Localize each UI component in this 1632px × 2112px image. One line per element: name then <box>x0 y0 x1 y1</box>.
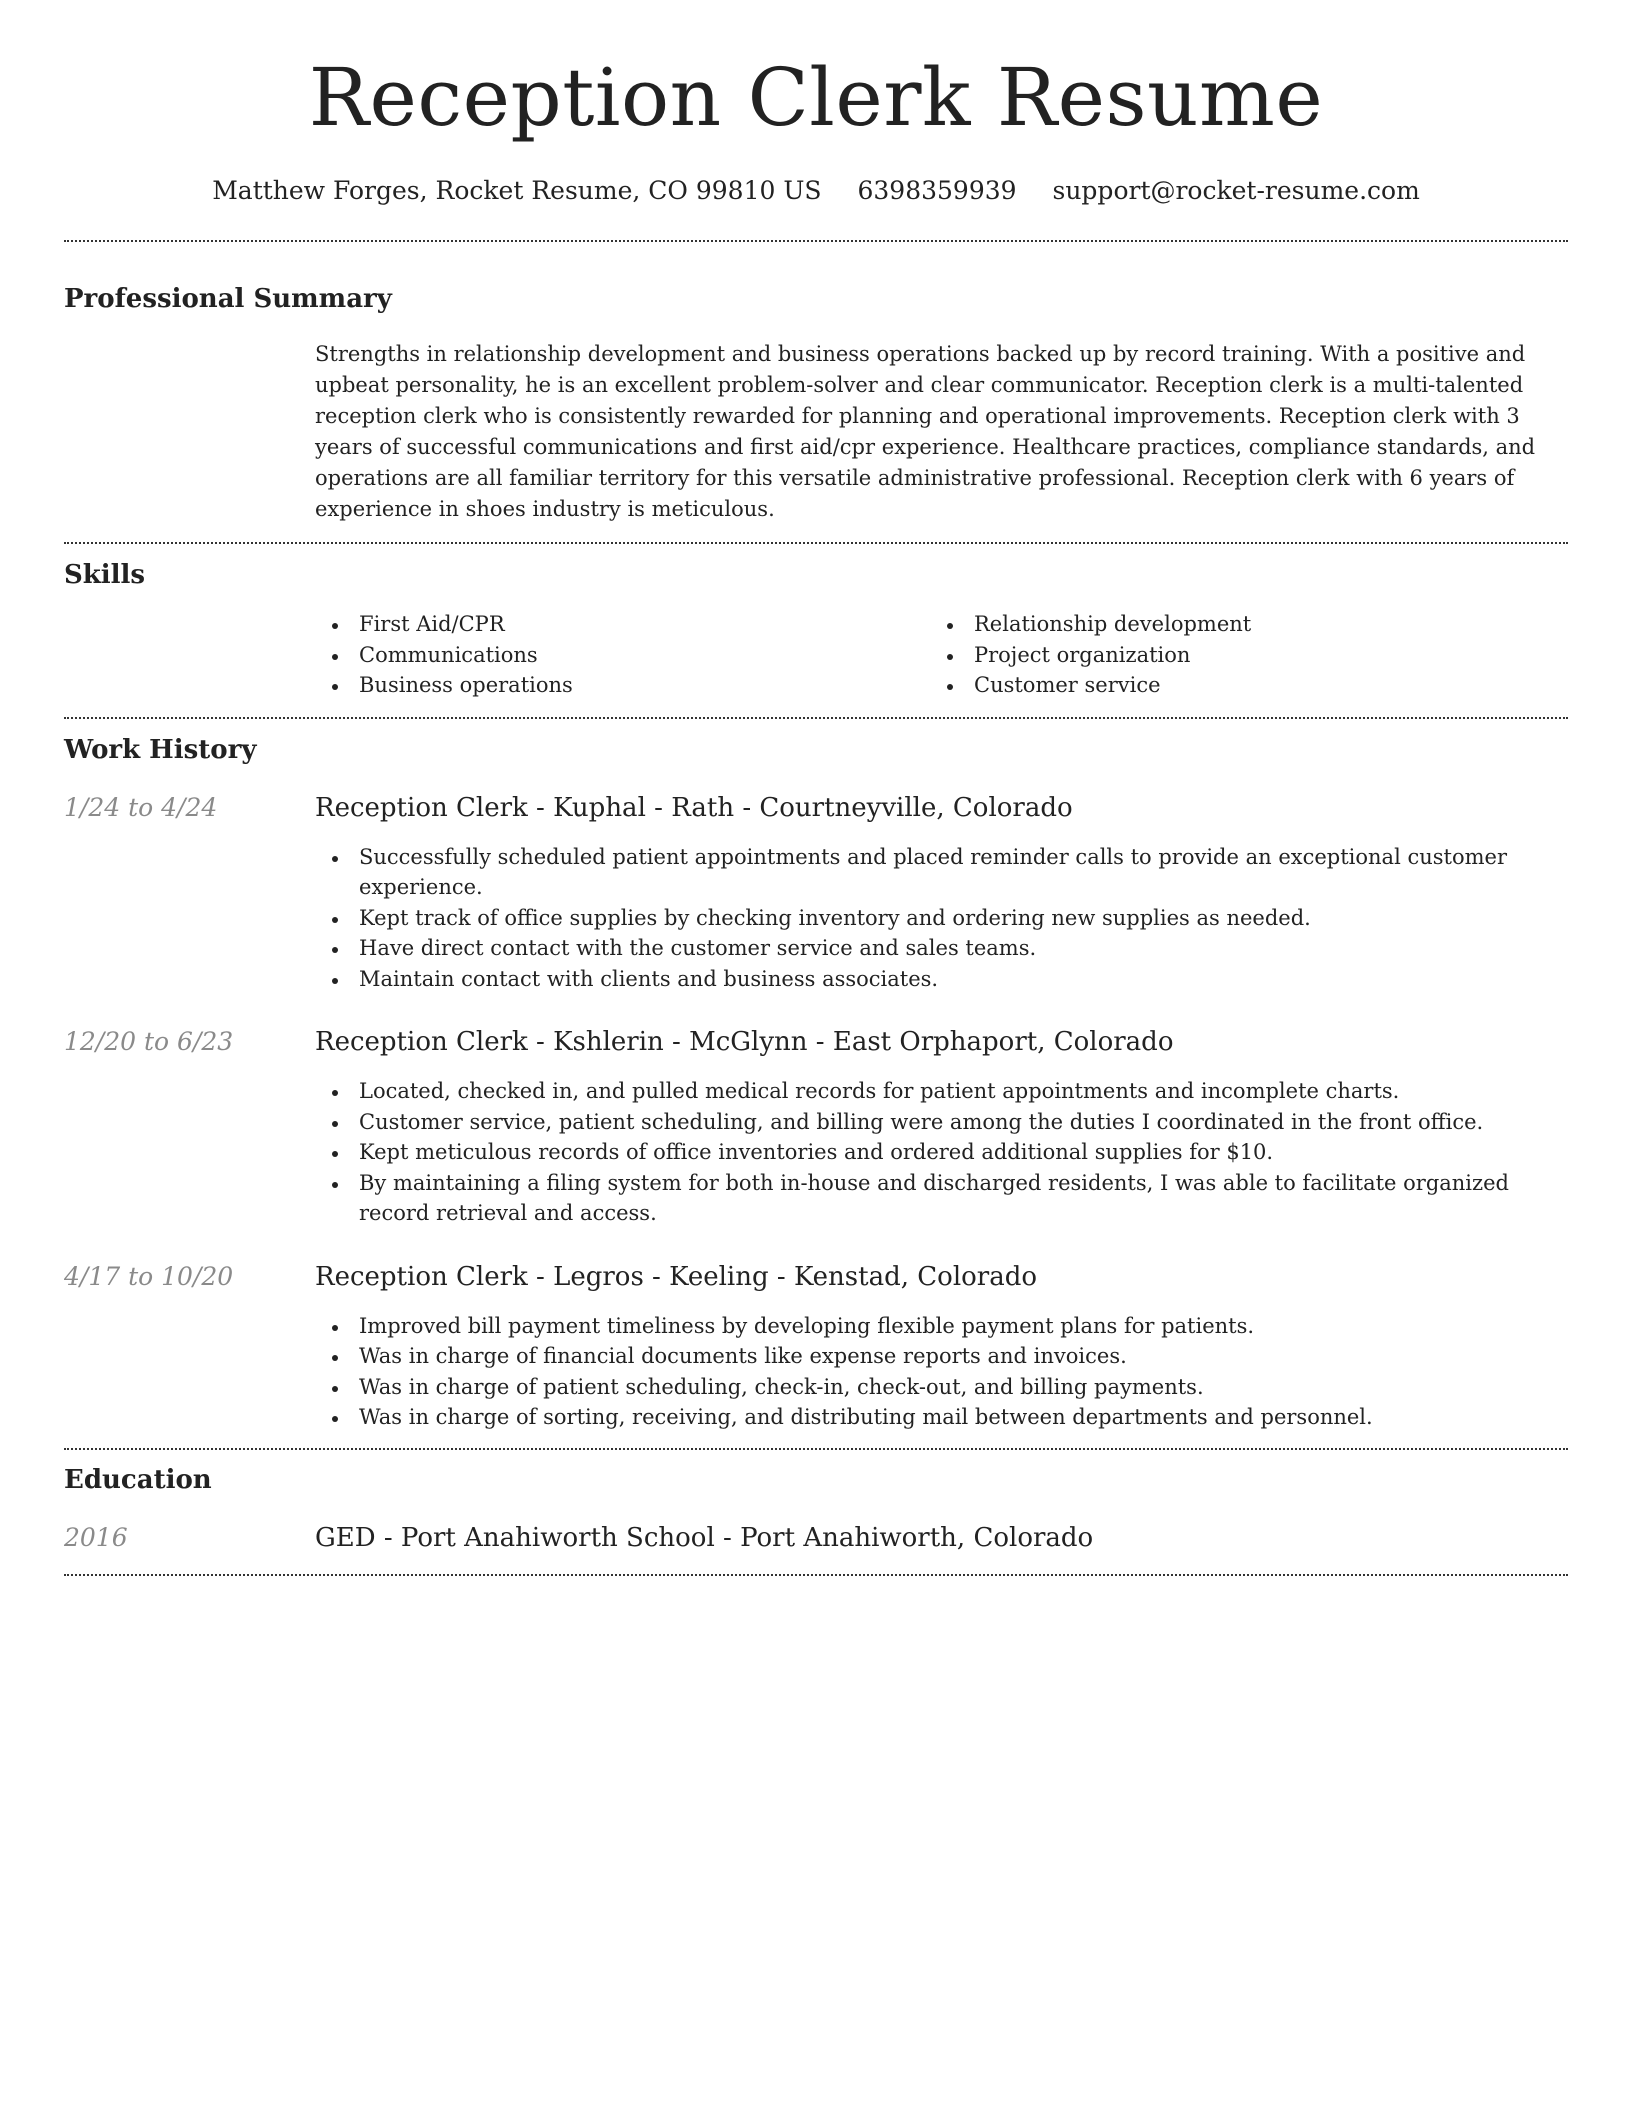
contact-address: Matthew Forges, Rocket Resume, CO 99810 US <box>212 176 822 205</box>
section-heading-education: Education <box>64 1464 212 1495</box>
job-bullet: Kept meticulous records of office inventories and ordered additional supplies for $10. <box>315 1137 1568 1168</box>
job-bullet: Was in charge of financial documents like expense reports and invoices. <box>315 1341 1568 1372</box>
skill-item: Relationship development <box>930 609 1545 640</box>
contact-phone: 6398359939 <box>857 176 1017 205</box>
job-bullet: Have direct contact with the customer service and sales teams. <box>315 933 1568 964</box>
education-title: GED - Port Anahiworth School - Port Anahiworth, Colorado <box>315 1522 1094 1553</box>
job-entry <box>64 1029 1568 1055</box>
education-year: 2016 <box>64 1522 128 1552</box>
section-heading-summary: Professional Summary <box>64 284 392 314</box>
job-dates: 4/17 to 10/20 <box>64 1261 234 1291</box>
skills-grid <box>315 609 1568 701</box>
education-section <box>64 1464 1568 1553</box>
summary-row <box>64 339 1568 525</box>
job-bullets <box>315 1076 1568 1229</box>
skill-item: Customer service <box>930 670 1545 701</box>
contact-email: support@rocket-resume.com <box>1052 176 1420 205</box>
contact-line <box>64 178 1568 203</box>
skills-row <box>64 609 1568 701</box>
education-entry <box>64 1522 1568 1553</box>
job-spacer <box>64 842 315 995</box>
job-bullet: Kept track of office supplies by checking inventory and ordering new supplies as needed. <box>315 903 1568 934</box>
job-bullets-row <box>64 842 1568 995</box>
skills-column-2 <box>930 609 1545 701</box>
skill-item: Communications <box>315 640 930 671</box>
skills-section <box>64 562 1568 701</box>
job-bullet: Was in charge of sorting, receiving, and distributing mail between departments and personnel. <box>315 1402 1568 1433</box>
job-title: Reception Clerk - Legros - Keeling - Kenstad, Colorado <box>315 1261 1038 1292</box>
job-bullets-row <box>64 1076 1568 1229</box>
summary-spacer <box>64 339 315 525</box>
job-dates: 12/20 to 6/23 <box>64 1027 234 1056</box>
work-section <box>64 734 1568 1433</box>
job-title: Reception Clerk - Kshlerin - McGlynn - East Orphaport, Colorado <box>315 1027 1174 1057</box>
summary-text: Strengths in relationship development and business operations backed up by record training. With a positive and upbeat personality, he is an excellent problem-solver and clear communicator. Reception clerk is a multi-talented reception clerk who is consistently rewarded for planning and operational improvements. Reception clerk with 3 years of successful communications and first aid/cpr experience. Healthcare practices, compliance standards, and operations are all familiar territory for this versatile administrative professional. Reception clerk with 6 years of experience in shoes industry is meticulous. <box>315 342 1536 521</box>
skill-item: First Aid/CPR <box>315 609 930 640</box>
job-bullet: Successfully scheduled patient appointments and placed reminder calls to provide an exceptional customer experience. <box>315 842 1568 903</box>
job-title: Reception Clerk - Kuphal - Rath - Courtneyville, Colorado <box>315 792 1073 823</box>
summary-section <box>64 286 1568 525</box>
job-bullets <box>315 1311 1568 1433</box>
divider <box>64 717 1568 719</box>
job-bullet: Maintain contact with clients and business associates. <box>315 964 1568 995</box>
job-bullet: Located, checked in, and pulled medical records for patient appointments and incomplete charts. <box>315 1076 1568 1107</box>
job-bullet: Improved bill payment timeliness by developing flexible payment plans for patients. <box>315 1311 1568 1342</box>
job-bullet: Customer service, patient scheduling, and billing were among the duties I coordinated in the front office. <box>315 1107 1568 1138</box>
job-bullet: Was in charge of patient scheduling, check-in, check-out, and billing payments. <box>315 1372 1568 1403</box>
job-spacer <box>64 1311 315 1433</box>
job-entry <box>64 1261 1568 1292</box>
skills-spacer <box>64 609 315 701</box>
job-dates: 1/24 to 4/24 <box>64 792 218 822</box>
divider <box>64 1574 1568 1576</box>
divider <box>64 542 1568 544</box>
section-heading-skills: Skills <box>64 560 146 590</box>
skills-column-1 <box>315 609 930 701</box>
divider <box>64 1448 1568 1450</box>
job-entry <box>64 792 1568 823</box>
divider <box>64 240 1568 242</box>
job-bullet: By maintaining a filing system for both in-house and discharged residents, I was able to facilitate organized record retrieval and access. <box>315 1168 1568 1229</box>
job-spacer <box>64 1076 315 1229</box>
skill-item: Business operations <box>315 670 930 701</box>
job-bullets-row <box>64 1311 1568 1433</box>
skill-item: Project organization <box>930 640 1545 671</box>
resume-page <box>64 0 1568 1576</box>
resume-title: Reception Clerk Resume <box>308 51 1324 144</box>
job-bullets <box>315 842 1568 995</box>
section-heading-work: Work History <box>64 734 257 765</box>
